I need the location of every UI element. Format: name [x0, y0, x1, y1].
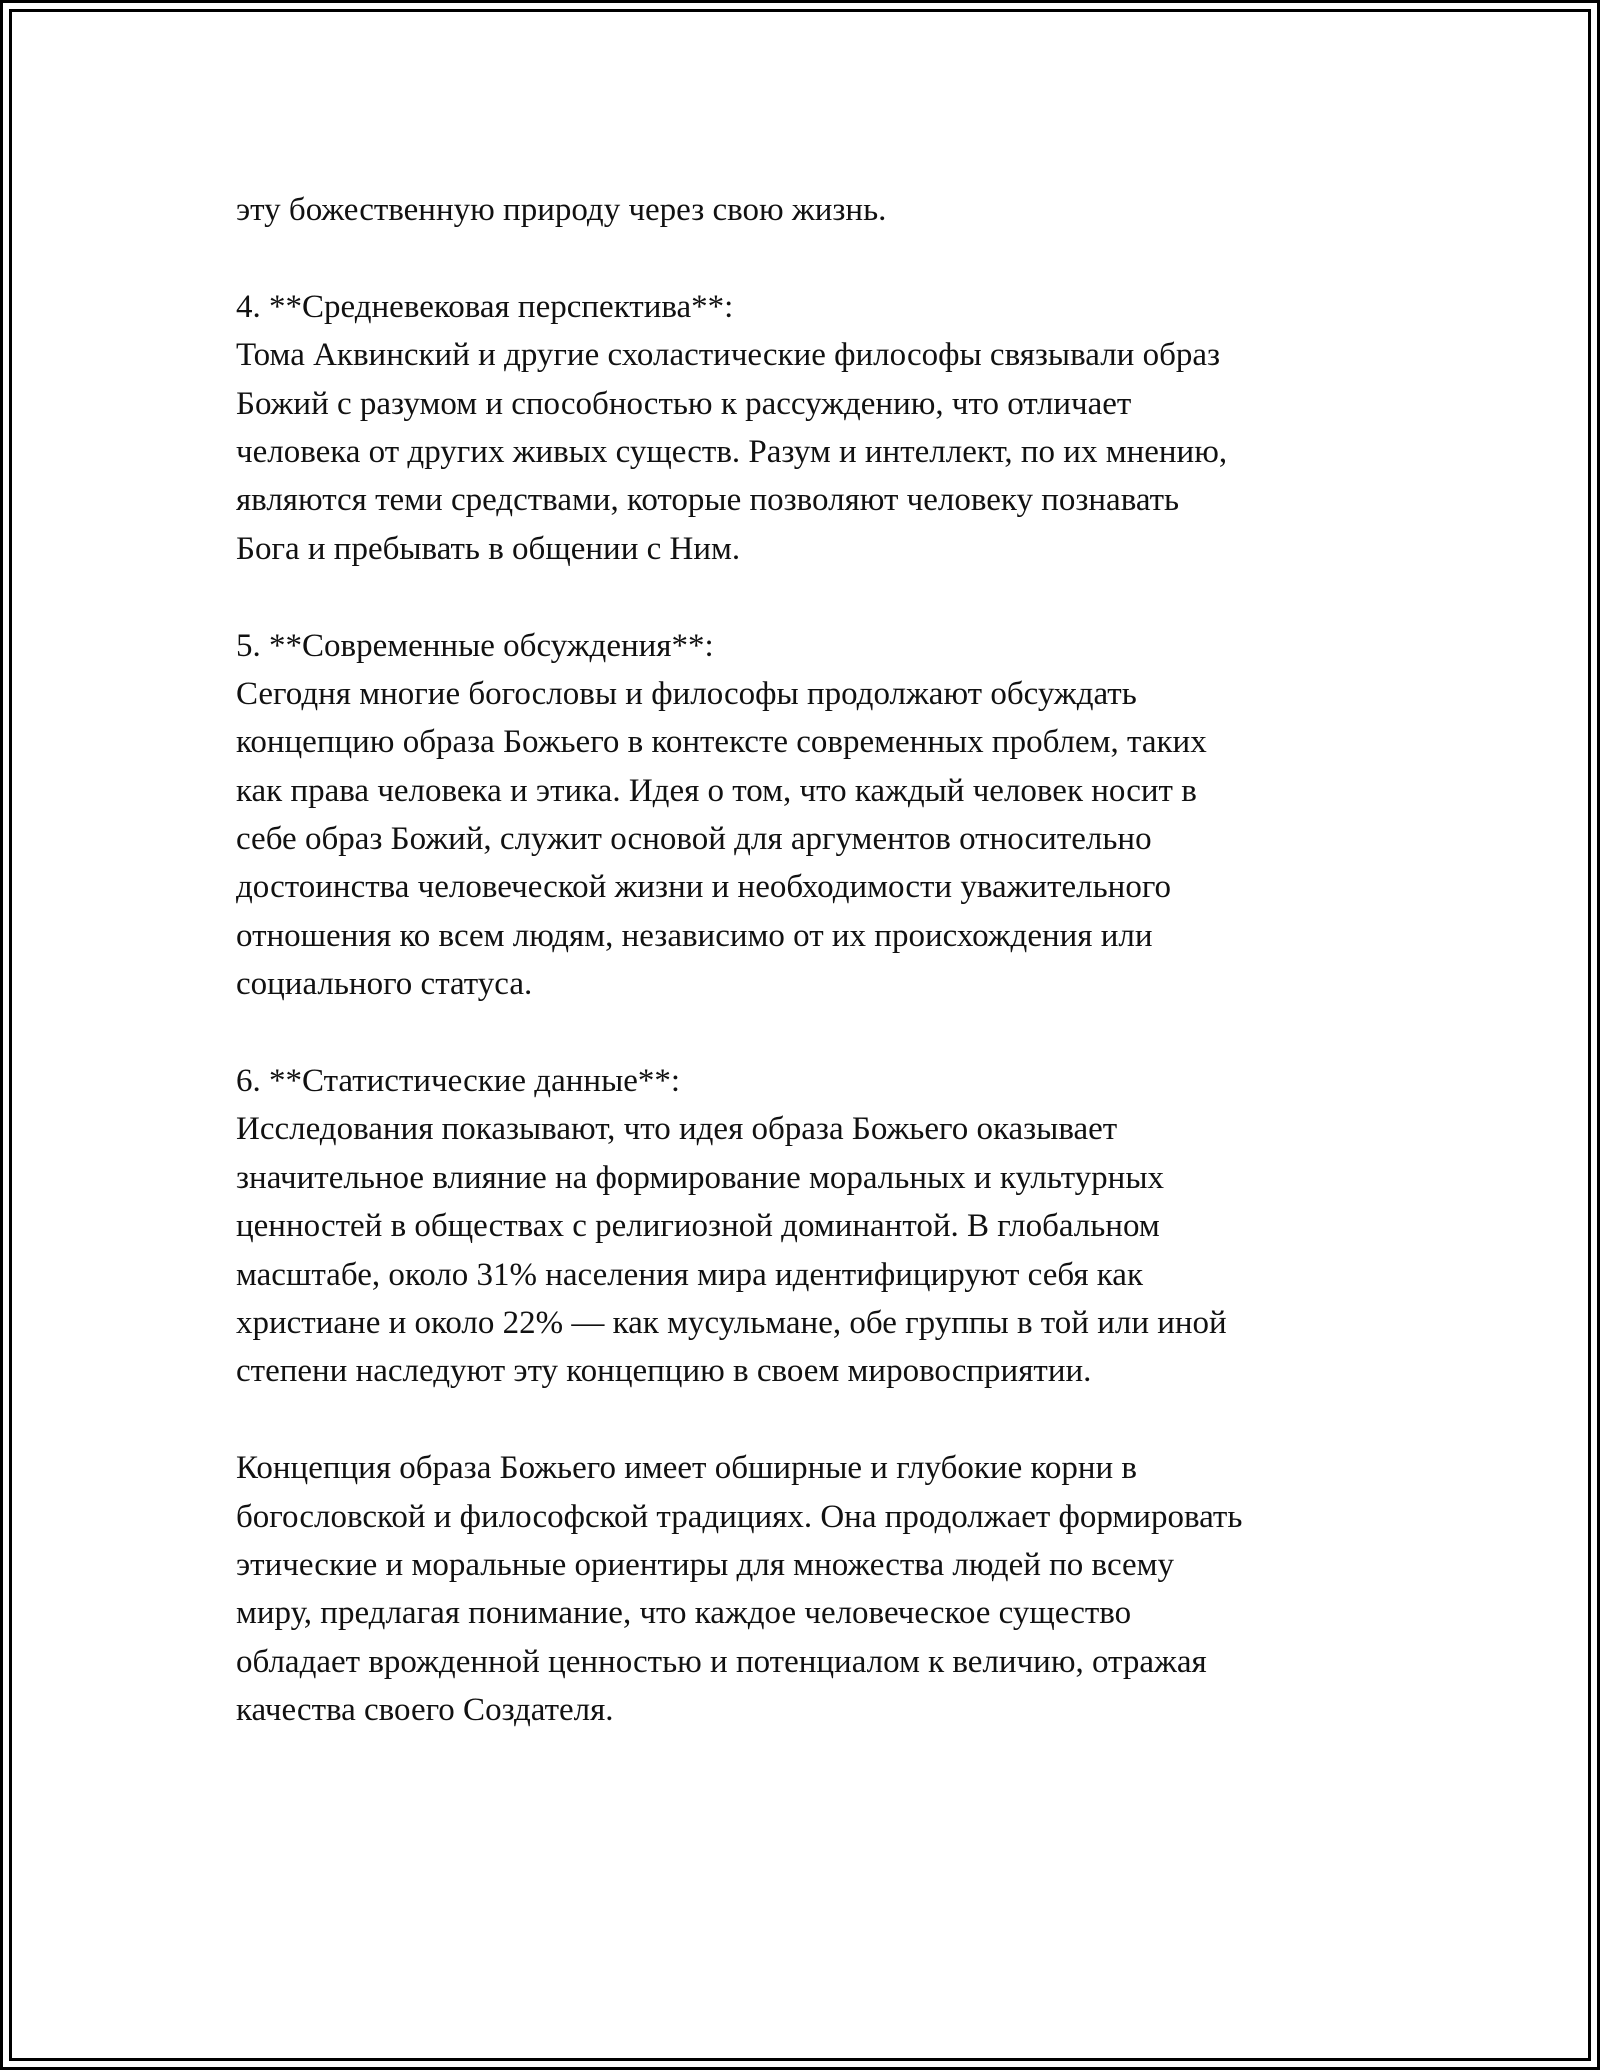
- paragraph-gap: [236, 1396, 1416, 1444]
- text-line: себе образ Божий, служит основой для аргументов относительно: [236, 821, 1152, 858]
- text-line: Исследования показывают, что идея образа Божьего оказывает: [236, 1111, 1118, 1148]
- text-line: социального статуса.: [236, 966, 533, 1003]
- section-heading: 6. **Статистические данные**:: [236, 1063, 681, 1100]
- text-line: степени наследуют эту концепцию в своем мировосприятии.: [236, 1353, 1092, 1390]
- text-line: обладает врожденной ценностью и потенциалом к величию, отражая: [236, 1643, 1207, 1680]
- paragraph-gap: [236, 234, 1416, 282]
- text-line: Сегодня многие богословы и философы продолжают обсуждать: [236, 675, 1137, 712]
- paragraph-continuation: [236, 186, 1416, 234]
- text-line: значительное влияние на формирование моральных и культурных: [236, 1159, 1165, 1196]
- paragraph-gap: [236, 1009, 1416, 1057]
- text-line: этические и моральные ориентиры для множества людей по всему: [236, 1546, 1175, 1583]
- section-modern: [236, 622, 1416, 1009]
- section-medieval: [236, 283, 1416, 573]
- text-line: миру, предлагая понимание, что каждое человеческое существо: [236, 1595, 1132, 1632]
- section-heading: 4. **Средневековая перспектива**:: [236, 288, 734, 325]
- text-line: Тома Аквинский и другие схоластические философы связывали образ: [236, 337, 1221, 374]
- conclusion-paragraph: [236, 1444, 1416, 1734]
- text-line: Концепция образа Божьего имеет обширные и глубокие корни в: [236, 1450, 1137, 1487]
- text-line: как права человека и этика. Идея о том, что каждый человек носит в: [236, 772, 1197, 809]
- section-statistics: [236, 1057, 1416, 1396]
- text-line: Божий с разумом и способностью к рассуждению, что отличает: [236, 385, 1132, 422]
- text-line: богословской и философской традициях. Она продолжает формировать: [236, 1498, 1243, 1535]
- text-line: отношения ко всем людям, независимо от их происхождения или: [236, 917, 1153, 954]
- text-line: концепцию образа Божьего в контексте современных проблем, таких: [236, 724, 1207, 761]
- text-line: являются теми средствами, которые позволяют человеку познавать: [236, 482, 1180, 519]
- text-line: Бога и пребывать в общении с Ним.: [236, 530, 741, 567]
- document-body: [236, 186, 1416, 1735]
- text-line: эту божественную природу через свою жизнь.: [236, 192, 887, 228]
- paragraph-gap: [236, 573, 1416, 621]
- text-line: достоинства человеческой жизни и необходимости уважительного: [236, 869, 1172, 906]
- text-line: человека от других живых существ. Разум и интеллект, по их мнению,: [236, 433, 1228, 470]
- text-line: ценностей в обществах с религиозной доминантой. В глобальном: [236, 1208, 1160, 1245]
- section-heading: 5. **Современные обсуждения**:: [236, 627, 714, 664]
- text-line: христиане и около 22% — как мусульмане, обе группы в той или иной: [236, 1304, 1227, 1341]
- text-line: масштабе, около 31% населения мира идентифицируют себя как: [236, 1256, 1143, 1293]
- text-line: качества своего Создателя.: [236, 1692, 614, 1729]
